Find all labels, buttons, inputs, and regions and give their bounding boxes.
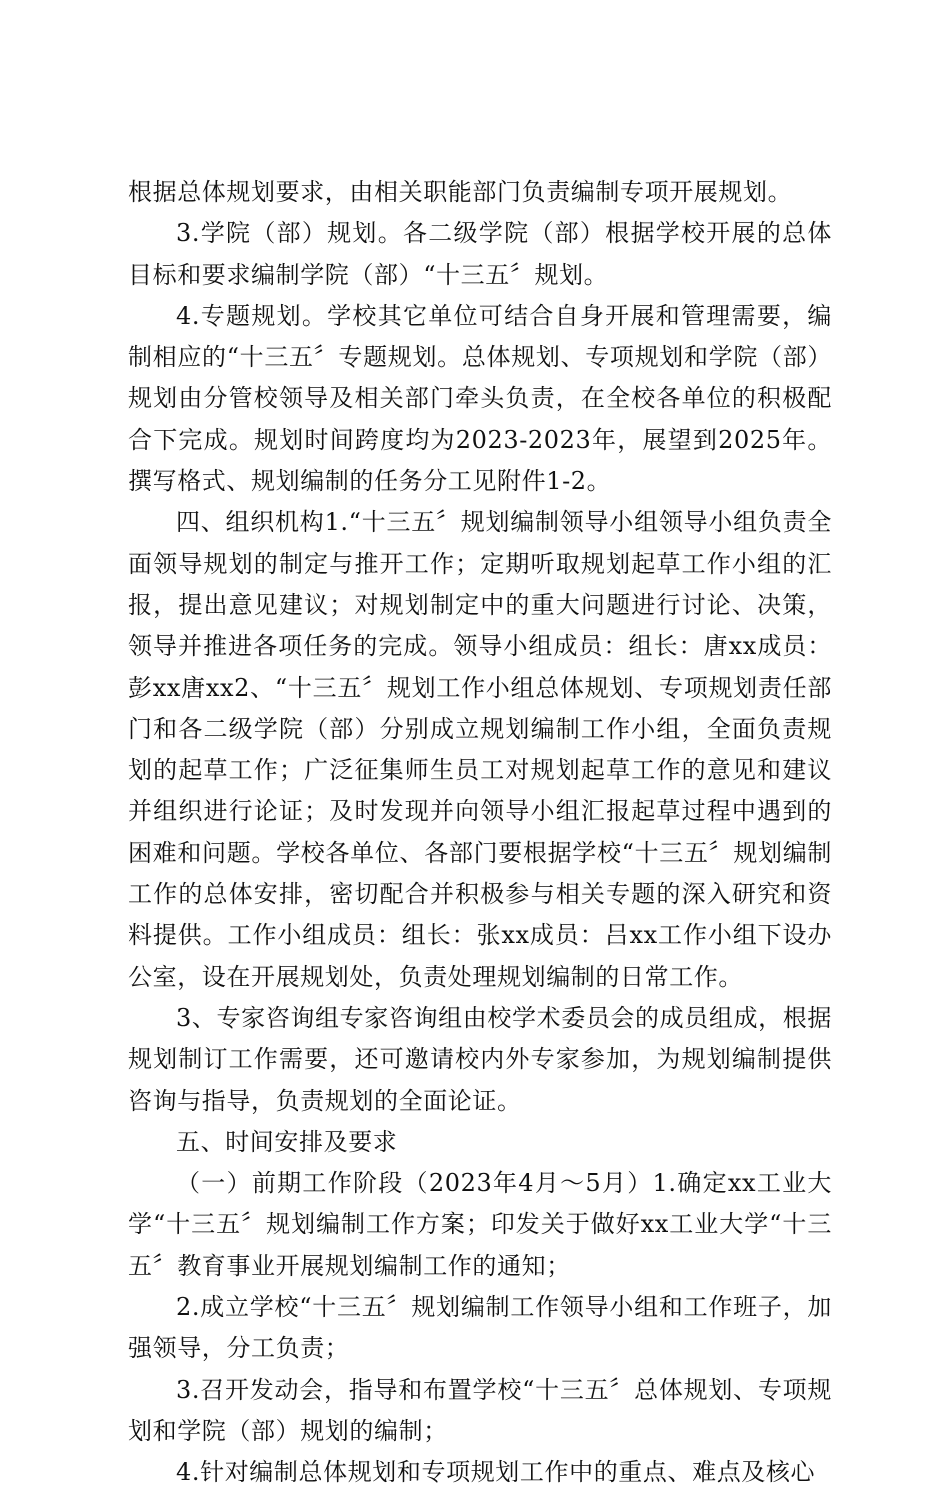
paragraph-8: 2.成立学校“十三五〞规划编制工作领导小组和工作班子，加强领导，分工负责； [128, 1293, 832, 1363]
paragraph-7: （一）前期工作阶段（2023年4月～5月）1.确定xx工业大学“十三五〞规划编制工作方案；印发关于做好xx工业大学“十三五〞教育事业开展规划编制工作的通知； [128, 1169, 832, 1280]
paragraph-10: 4.针对编制总体规划和专项规划工作中的重点、难点及核心 [176, 1458, 816, 1487]
paragraph-3: 4.专题规划。学校其它单位可结合自身开展和管理需要，编制相应的“十三五〞专题规划。总体规划、专项规划和学院（部）规划由分管校领导及相关部门牵头负责，在全校各单位的积极配合下完成。规划时间跨度均为2023-2023年，展望到2025年。撰写格式、规划编制的任务分工见附件1-2。 [128, 301, 832, 496]
paragraph-4: 四、组织机构1.“十三五〞规划编制领导小组领导小组负责全面领导规划的制定与推开工作；定期听取规划起草工作小组的汇报，提出意见建议；对规划制定中的重大问题进行讨论、决策，领导并推进各项任务的完成。领导小组成员：组长：唐xx成员：彭xx唐xx2、“十三五〞规划工作小组总体规划、专项规划责任部门和各二级学院（部）分别成立规划编制工作小组，全面负责规划的起草工作；广泛征集师生员工对规划起草工作的意见和建议并组织进行论证；及时发现并向领导小组汇报起草过程中遇到的困难和问题。学校各单位、各部门要根据学校“十三五〞规划编制工作的总体安排，密切配合并积极参与相关专题的深入研究和资料提供。工作小组成员：组长：张xx成员：吕xx工作小组下设办公室，设在开展规划处，负责处理规划编制的日常工作。 [128, 508, 832, 991]
paragraph-9: 3.召开发动会，指导和布置学校“十三五〞总体规划、专项规划和学院（部）规划的编制； [128, 1375, 832, 1445]
section-heading: 五、时间安排及要求 [176, 1127, 398, 1156]
paragraph-2: 3.学院（部）规划。各二级学院（部）根据学校开展的总体目标和要求编制学院（部）“十三五〞规划。 [128, 219, 832, 289]
paragraph-1: 根据总体规划要求，由相关职能部门负责编制专项开展规划。 [128, 178, 793, 206]
document-body [128, 172, 832, 1494]
paragraph-5: 3、专家咨询组专家咨询组由校学术委员会的成员组成，根据规划制订工作需要，还可邀请校内外专家参加，为规划编制提供咨询与指导，负责规划的全面论证。 [128, 1003, 832, 1115]
